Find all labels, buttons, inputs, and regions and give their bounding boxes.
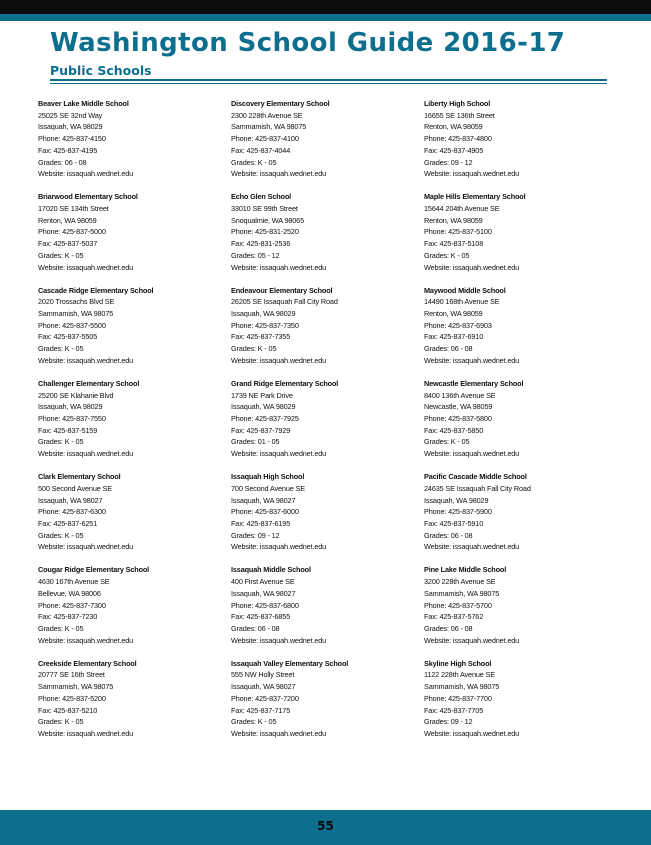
school-address: 25025 SE 32nd Way xyxy=(38,110,103,120)
school-website: Website: issaquah.wednet.edu xyxy=(424,729,520,738)
school-name: Creekside Elementary School xyxy=(38,658,137,668)
school-phone: Phone: 425-837-5200 xyxy=(38,693,106,703)
school-phone: Phone: 425-831-2520 xyxy=(231,227,299,237)
school-name: Issaquah Middle School xyxy=(231,565,311,575)
school-city: Newcastle, WA 98059 xyxy=(424,402,493,412)
school-phone: Phone: 425-837-4100 xyxy=(231,134,299,144)
school-name: Briarwood Elementary School xyxy=(38,192,138,202)
school-grades: Grades: 06 - 08 xyxy=(424,624,473,633)
school-name: Maywood Middle School xyxy=(424,285,506,295)
school-entry xyxy=(231,378,419,471)
school-column-1 xyxy=(38,98,226,751)
school-entry xyxy=(38,98,226,191)
school-phone: Phone: 425-837-7350 xyxy=(231,320,299,330)
school-phone: Phone: 425-837-7700 xyxy=(424,693,492,703)
school-entry xyxy=(424,98,612,191)
school-fax: Fax: 425-837-5910 xyxy=(424,519,484,528)
school-website: Website: issaquah.wednet.edu xyxy=(231,729,327,738)
school-city: Renton, WA 98059 xyxy=(424,215,483,225)
school-grades: Grades: K - 05 xyxy=(38,250,84,260)
school-city: Issaquah, WA 98027 xyxy=(231,682,296,692)
school-city: Issaquah, WA 98029 xyxy=(424,495,489,505)
school-entry xyxy=(38,285,226,378)
school-name: Maple Hills Elementary School xyxy=(424,192,526,202)
school-phone: Phone: 425-837-7550 xyxy=(38,414,106,423)
school-address: 33010 SE 99th Street xyxy=(231,204,298,213)
school-fax: Fax: 425-837-6855 xyxy=(231,612,291,622)
school-fax: Fax: 425-837-7175 xyxy=(231,705,291,715)
school-city: Sammamish, WA 98075 xyxy=(38,309,114,318)
school-fax: Fax: 425-837-7929 xyxy=(231,425,291,435)
school-column-3 xyxy=(424,98,612,751)
school-grades: Grades: 09 - 12 xyxy=(424,157,473,167)
school-address: 25200 SE Klahanie Blvd xyxy=(38,390,114,400)
school-city: Sammamish, WA 98075 xyxy=(424,588,500,598)
school-fax: Fax: 425-837-5210 xyxy=(38,705,98,715)
school-phone: Phone: 425-837-4150 xyxy=(38,134,106,144)
school-phone: Phone: 425-837-6800 xyxy=(231,600,299,610)
school-entry xyxy=(231,285,419,378)
school-phone: Phone: 425-837-7925 xyxy=(231,414,299,423)
school-city: Renton, WA 98059 xyxy=(38,215,97,225)
school-website: Website: issaquah.wednet.edu xyxy=(424,169,520,179)
school-name: Pacific Cascade Middle School xyxy=(424,472,527,482)
school-city: Issaquah, WA 98029 xyxy=(38,402,103,412)
school-website: Website: issaquah.wednet.edu xyxy=(38,262,134,272)
school-website: Website: issaquah.wednet.edu xyxy=(231,262,327,272)
school-city: Renton, WA 98059 xyxy=(424,122,483,132)
school-city: Issaquah, WA 98027 xyxy=(231,495,296,505)
school-website: Website: issaquah.wednet.edu xyxy=(38,635,134,645)
header-rule-thin xyxy=(50,83,607,84)
school-grades: Grades: K - 05 xyxy=(38,530,84,540)
school-grades: Grades: K - 05 xyxy=(38,717,84,727)
school-city: Issaquah, WA 98027 xyxy=(231,588,296,598)
school-name: Skyline High School xyxy=(424,658,492,668)
school-fax: Fax: 425-837-7355 xyxy=(231,332,291,342)
school-fax: Fax: 425-837-6910 xyxy=(424,332,484,342)
school-address: 14490 168th Avenue SE xyxy=(424,297,500,307)
school-fax: Fax: 425-837-4044 xyxy=(231,145,291,155)
school-website: Website: issaquah.wednet.edu xyxy=(231,635,327,645)
school-grades: Grades: K - 05 xyxy=(38,624,84,633)
school-grades: Grades: K - 05 xyxy=(38,437,84,447)
school-fax: Fax: 425-831-2536 xyxy=(231,239,291,249)
school-phone: Phone: 425-837-6903 xyxy=(424,320,492,330)
school-address: 400 First Avenue SE xyxy=(231,577,295,587)
school-city: Sammamish, WA 98075 xyxy=(231,122,307,132)
school-entry xyxy=(38,191,226,284)
school-phone: Phone: 425-837-5900 xyxy=(424,507,492,517)
school-fax: Fax: 425-837-7705 xyxy=(424,705,484,715)
school-city: Sammamish, WA 98075 xyxy=(38,682,114,692)
school-address: 1739 NE Park Drive xyxy=(231,390,293,400)
school-website: Website: issaquah.wednet.edu xyxy=(424,262,520,272)
school-entry xyxy=(38,658,226,751)
school-name: Discovery Elementary School xyxy=(231,99,330,108)
school-entry xyxy=(38,378,226,471)
school-website: Website: issaquah.wednet.edu xyxy=(231,169,327,179)
school-city: Sammamish, WA 98075 xyxy=(424,682,500,692)
school-entry xyxy=(38,471,226,564)
top-black-bar xyxy=(0,0,651,14)
school-phone: Phone: 425-837-4800 xyxy=(424,134,492,144)
school-grades: Grades: K - 05 xyxy=(38,344,84,354)
school-name: Liberty High School xyxy=(424,99,491,108)
school-grades: Grades: 06 - 08 xyxy=(38,157,87,167)
school-fax: Fax: 425-837-4905 xyxy=(424,145,484,155)
school-grades: Grades: 09 - 12 xyxy=(424,717,473,727)
school-city: Issaquah, WA 98027 xyxy=(38,495,103,505)
school-address: 8400 136th Avenue SE xyxy=(424,390,496,400)
school-address: 20777 SE 16th Street xyxy=(38,670,105,680)
school-address: 4630 167th Avenue SE xyxy=(38,577,110,587)
school-fax: Fax: 425-837-5505 xyxy=(38,332,98,342)
school-address: 500 Second Avenue SE xyxy=(38,483,112,493)
school-name: Pine Lake Middle School xyxy=(424,565,507,575)
school-phone: Phone: 425-837-6000 xyxy=(231,507,299,517)
school-city: Renton, WA 98059 xyxy=(424,309,483,318)
school-address: 2020 Trossachs Blvd SE xyxy=(38,297,115,307)
school-grades: Grades: K - 05 xyxy=(231,717,277,727)
school-entry xyxy=(231,564,419,657)
school-address: 3200 228th Avenue SE xyxy=(424,577,496,587)
school-grades: Grades: 05 - 12 xyxy=(231,250,280,260)
school-entry xyxy=(231,98,419,191)
school-fax: Fax: 425-837-4195 xyxy=(38,145,98,155)
school-name: Echo Glen School xyxy=(231,192,292,202)
school-address: 17020 SE 134th Street xyxy=(38,204,109,213)
school-website: Website: issaquah.wednet.edu xyxy=(38,355,134,365)
school-address: 24635 SE Issaquah Fall City Road xyxy=(424,483,531,493)
school-grades: Grades: 06 - 08 xyxy=(424,530,473,540)
school-address: 700 Second Avenue SE xyxy=(231,483,305,493)
school-grades: Grades: K - 05 xyxy=(231,344,277,354)
school-name: Issaquah High School xyxy=(231,472,305,482)
school-fax: Fax: 425-837-5762 xyxy=(424,612,484,622)
school-entry xyxy=(38,564,226,657)
school-address: 555 NW Holly Street xyxy=(231,670,295,680)
school-city: Issaquah, WA 98029 xyxy=(231,309,296,318)
school-column-2 xyxy=(231,98,419,751)
school-entry xyxy=(424,191,612,284)
school-name: Grand Ridge Elementary School xyxy=(231,378,339,388)
school-grades: Grades: K - 05 xyxy=(424,437,470,447)
school-address: 15644 204th Avenue SE xyxy=(424,204,500,213)
header-rule-thick xyxy=(50,79,607,81)
school-name: Cascade Ridge Elementary School xyxy=(38,285,154,295)
school-entry xyxy=(231,471,419,564)
school-website: Website: issaquah.wednet.edu xyxy=(424,635,520,645)
school-entry xyxy=(424,658,612,751)
school-fax: Fax: 425-837-6251 xyxy=(38,519,98,528)
school-name: Challenger Elementary School xyxy=(38,378,140,388)
school-entry xyxy=(424,378,612,471)
school-city: Snoqualmie, WA 98065 xyxy=(231,215,304,225)
school-phone: Phone: 425-837-5800 xyxy=(424,414,492,423)
school-website: Website: issaquah.wednet.edu xyxy=(38,729,134,738)
school-phone: Phone: 425-837-6300 xyxy=(38,507,106,517)
school-phone: Phone: 425-837-7200 xyxy=(231,693,299,703)
school-entry xyxy=(231,191,419,284)
page-number: 55 xyxy=(317,819,334,833)
school-website: Website: issaquah.wednet.edu xyxy=(424,355,520,365)
school-address: 16655 SE 136th Street xyxy=(424,110,495,120)
school-grades: Grades: K - 05 xyxy=(424,250,470,260)
school-grades: Grades: K - 05 xyxy=(231,157,277,167)
school-fax: Fax: 425-837-5108 xyxy=(424,239,484,249)
school-city: Bellevue, WA 98006 xyxy=(38,588,101,598)
school-entry xyxy=(424,564,612,657)
school-fax: Fax: 425-837-7230 xyxy=(38,612,98,622)
page-title: Washington School Guide 2016-17 xyxy=(50,28,566,58)
school-grades: Grades: 06 - 08 xyxy=(231,624,280,633)
school-city: Issaquah, WA 98029 xyxy=(231,402,296,412)
school-website: Website: issaquah.wednet.edu xyxy=(424,542,520,552)
school-phone: Phone: 425-837-5700 xyxy=(424,600,492,610)
school-phone: Phone: 425-837-5000 xyxy=(38,227,106,237)
school-website: Website: issaquah.wednet.edu xyxy=(424,449,520,459)
school-entry xyxy=(424,471,612,564)
school-entry xyxy=(231,658,419,751)
school-name: Endeavour Elementary School xyxy=(231,285,333,295)
school-website: Website: issaquah.wednet.edu xyxy=(38,169,134,179)
school-name: Clark Elementary School xyxy=(38,472,121,482)
school-address: 2300 228th Avenue SE xyxy=(231,110,303,120)
school-fax: Fax: 425-837-5037 xyxy=(38,239,98,249)
school-entry xyxy=(424,285,612,378)
school-website: Website: issaquah.wednet.edu xyxy=(231,355,327,365)
school-grades: Grades: 06 - 08 xyxy=(424,344,473,354)
school-website: Website: issaquah.wednet.edu xyxy=(231,542,327,552)
school-fax: Fax: 425-837-6195 xyxy=(231,519,291,528)
school-website: Website: issaquah.wednet.edu xyxy=(38,542,134,552)
school-phone: Phone: 425-837-5500 xyxy=(38,320,106,330)
school-fax: Fax: 425-837-5159 xyxy=(38,425,98,435)
school-name: Newcastle Elementary School xyxy=(424,378,524,388)
school-website: Website: issaquah.wednet.edu xyxy=(231,449,327,459)
school-phone: Phone: 425-837-5100 xyxy=(424,227,492,237)
school-name: Cougar Ridge Elementary School xyxy=(38,565,150,575)
school-grades: Grades: 01 - 05 xyxy=(231,437,280,447)
school-address: 1122 228th Avenue SE xyxy=(424,670,495,680)
school-phone: Phone: 425-837-7300 xyxy=(38,600,106,610)
school-website: Website: issaquah.wednet.edu xyxy=(38,449,134,459)
school-address: 26205 SE Issaquah Fall City Road xyxy=(231,297,338,307)
school-name: Issaquah Valley Elementary School xyxy=(231,658,349,668)
school-city: Issaquah, WA 98029 xyxy=(38,122,103,132)
school-grades: Grades: 09 - 12 xyxy=(231,530,280,540)
page-subtitle: Public Schools xyxy=(50,63,152,78)
school-name: Beaver Lake Middle School xyxy=(38,99,129,108)
top-accent-bar xyxy=(0,14,651,21)
school-fax: Fax: 425-837-5850 xyxy=(424,425,484,435)
